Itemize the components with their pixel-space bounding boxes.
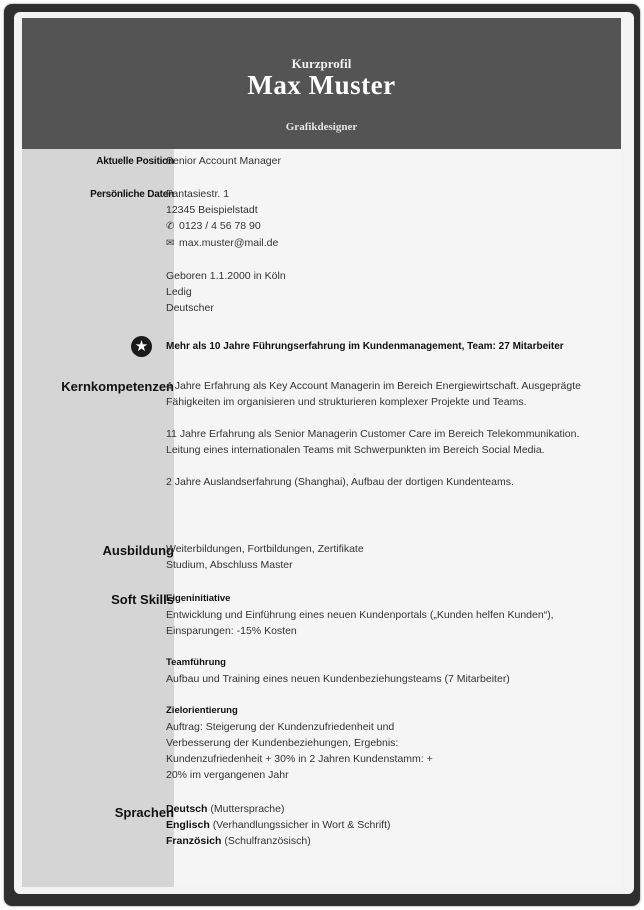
- header-role: Grafikdesigner: [285, 121, 358, 133]
- skill-text: Entwicklung und Einführung eines neuen Kundenportals („Kunden helfen Kunden“), Einsparungen: -15% Kosten: [166, 609, 554, 637]
- languages-label: Sprachen: [114, 805, 174, 820]
- header-kicker: Kurzprofil: [291, 56, 352, 71]
- birth: Geboren 1.1.2000 in Köln: [166, 270, 286, 282]
- personal-data-label: Persönliche Daten: [90, 189, 174, 200]
- education-label: Ausbildung: [102, 543, 174, 558]
- languages: [166, 801, 606, 849]
- street: Fantasiestr. 1: [166, 188, 230, 200]
- language-level: (Muttersprache): [210, 803, 285, 815]
- star-icon: ★: [131, 336, 152, 357]
- education: [166, 541, 606, 573]
- mail-icon: ✉: [166, 238, 175, 249]
- language-name: Französich: [166, 835, 222, 847]
- soft-skills: [166, 591, 566, 783]
- language-item: [166, 801, 606, 817]
- email: max.muster@mail.de: [179, 237, 279, 249]
- email-line: [166, 235, 606, 252]
- phone-line: [166, 218, 606, 235]
- language-item: [166, 833, 606, 849]
- current-position-text: Senior Account Manager: [166, 155, 281, 167]
- language-level: (Verhandlungssicher in Wort & Schrift): [212, 819, 391, 831]
- header-name: Max Muster: [247, 70, 396, 100]
- phone: 0123 / 4 56 78 90: [179, 220, 261, 232]
- city: 12345 Beispielstadt: [166, 204, 258, 216]
- competency-item: 11 Jahre Erfahrung als Senior Managerin Customer Care im Bereich Telekommunikation. Leitung eines internationalen Teams mit Schwerpunkten im Bereich Social Media.: [166, 428, 580, 456]
- marital-status: Ledig: [166, 286, 192, 298]
- soft-skills-label: Soft Skills: [111, 592, 174, 607]
- current-position-label: Aktuelle Position: [96, 156, 174, 167]
- language-item: [166, 817, 606, 833]
- competencies: [166, 378, 596, 490]
- skill-title: Teamführung: [166, 657, 226, 668]
- cv-header: [22, 18, 621, 149]
- language-name: Deutsch: [166, 803, 208, 815]
- education-line: Weiterbildungen, Fortbildungen, Zertifikate: [166, 543, 364, 555]
- language-level: (Schulfranzösisch): [224, 835, 311, 847]
- highlight-text: Mehr als 10 Jahre Führungserfahrung im Kundenmanagement, Team: 27 Mitarbeiter: [166, 341, 564, 352]
- education-line: Studium, Abschluss Master: [166, 559, 293, 571]
- nationality: Deutscher: [166, 302, 214, 314]
- skill-text: Auftrag: Steigerung der Kundenzufriedenheit und Verbesserung der Kundenbeziehungen, Ergebnis: Kundenzufriedenheit + 30% in 2 Jahren Kundenstamm: + 20% im vergangenen Jahr: [166, 721, 433, 781]
- phone-icon: ✆: [166, 221, 175, 232]
- skill-text: Aufbau und Training eines neuen Kundenbeziehungsteams (7 Mitarbeiter): [166, 673, 510, 685]
- competency-item: 4 Jahre Erfahrung als Key Account Managerin im Bereich Energiewirtschaft. Ausgeprägte Fähigkeiten im organisieren und strukturieren komplexer Projekte und Teams.: [166, 380, 581, 408]
- label-column: [22, 149, 174, 887]
- competencies-label: Kernkompetenzen: [61, 379, 174, 394]
- current-position-value: [166, 153, 606, 169]
- language-name: Englisch: [166, 819, 210, 831]
- personal-data: [166, 186, 606, 316]
- skill-title: Eigeninitiative: [166, 593, 231, 604]
- skill-title: Zielorientierung: [166, 705, 238, 716]
- competency-item: 2 Jahre Auslandserfahrung (Shanghai), Aufbau der dortigen Kundenteams.: [166, 476, 514, 488]
